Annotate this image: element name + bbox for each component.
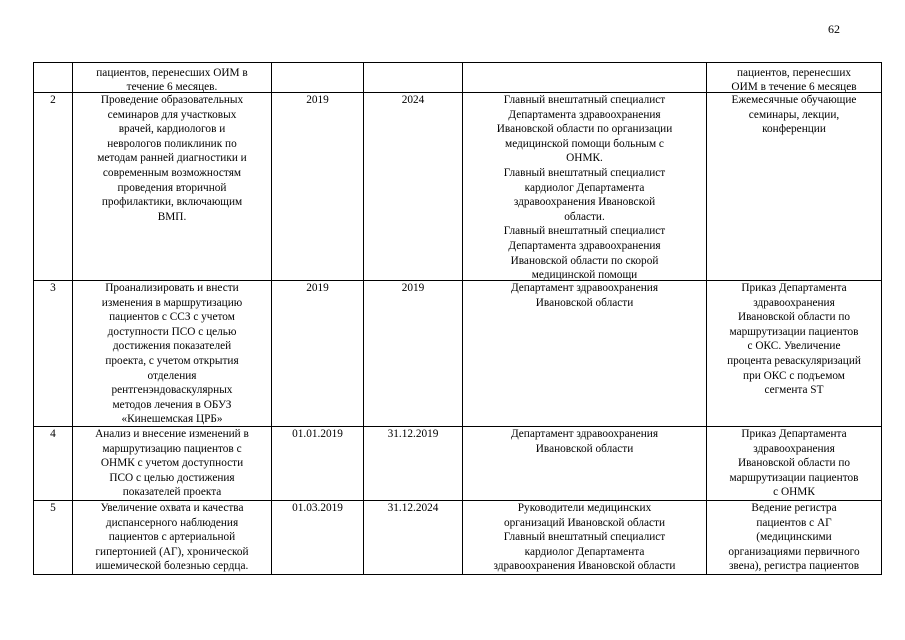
start-date: 2019 — [306, 94, 329, 106]
activity-cell — [73, 63, 272, 93]
result-cell — [707, 427, 882, 501]
result-cell — [707, 501, 882, 575]
end-date: 31.12.2019 — [387, 428, 439, 440]
start-date-cell — [272, 427, 364, 501]
end-date-cell — [364, 501, 463, 575]
activity-cell — [73, 427, 272, 501]
activity-text: пациентов, перенесших ОИМ в течение 6 месяцев. — [96, 66, 248, 92]
result-text: пациентов, перенесших ОИМ в течение 6 месяцев — [731, 66, 857, 92]
row-number-cell — [34, 281, 73, 427]
responsible-cell — [463, 501, 707, 575]
result-cell — [707, 93, 882, 281]
responsible-text: Руководители медицинских организаций Ивановской области Главный внештатный специалист кардиолог Департамента здравоохранения Ивановской области — [493, 502, 676, 573]
result-text: Ежемесячные обучающие семинары, лекции, конференции — [731, 94, 857, 136]
table-row — [34, 501, 882, 575]
result-cell — [707, 281, 882, 427]
row-number: 2 — [50, 94, 56, 106]
start-date: 01.03.2019 — [292, 502, 343, 514]
start-date-cell — [272, 63, 364, 93]
result-text: Ведение регистра пациентов с АГ (медицинскими организациями первичного звена), регистра пациентов — [728, 502, 860, 573]
start-date: 2019 — [306, 282, 329, 294]
end-date-cell — [364, 93, 463, 281]
responsible-text: Главный внештатный специалист Департамента здравоохранения Ивановской области по организации медицинской помощи больным с ОНМК. Главный внештатный специалист кардиолог Департамента здравоохранения Ивановской области. Главный внештатный специалист Департамента здравоохранения Ивановской области по скорой медицинской помощи — [496, 94, 673, 280]
activity-cell — [73, 93, 272, 281]
activity-text: Анализ и внесение изменений в маршрутизацию пациентов с ОНМК с учетом доступности ПСО с целью достижения показателей проекта — [95, 428, 249, 499]
table-row — [34, 427, 882, 501]
activity-text: Увеличение охвата и качества диспансерного наблюдения пациентов с артериальной гипертонией (АГ), хронической ишемической болезнью сердца. — [95, 502, 249, 573]
end-date-cell — [364, 281, 463, 427]
row-number-cell — [34, 501, 73, 575]
responsible-cell — [463, 281, 707, 427]
start-date-cell — [272, 501, 364, 575]
table-row — [34, 93, 882, 281]
start-date-cell — [272, 93, 364, 281]
responsible-text: Департамент здравоохранения Ивановской области — [510, 282, 659, 309]
end-date: 2024 — [401, 94, 425, 106]
responsible-text: Департамент здравоохранения Ивановской области — [510, 428, 659, 455]
result-text: Приказ Департамента здравоохранения Ивановской области по маршрутизации пациентов с ОНМК — [729, 428, 859, 499]
end-date-cell — [364, 63, 463, 93]
row-number-cell — [34, 63, 73, 93]
measures-table — [33, 62, 882, 575]
page-number: 62 — [828, 22, 840, 36]
row-number-cell — [34, 427, 73, 501]
start-date-cell — [272, 281, 364, 427]
end-date: 31.12.2024 — [387, 502, 439, 514]
end-date-cell — [364, 427, 463, 501]
row-number: 4 — [50, 428, 56, 440]
responsible-cell — [463, 93, 707, 281]
result-cell — [707, 63, 882, 93]
end-date: 2019 — [401, 282, 425, 294]
activity-text: Проанализировать и внести изменения в маршрутизацию пациентов с ССЗ с учетом доступности ПСО с целью достижения показателей проекта, с учетом открытия отделения рентгенэндоваскулярных методов лечения в ОБУЗ «Кинешемская ЦРБ» — [101, 282, 243, 426]
activity-cell — [73, 501, 272, 575]
row-number-cell — [34, 93, 73, 281]
result-text: Приказ Департамента здравоохранения Ивановской области по маршрутизации пациентов с ОКС. Увеличение процента реваскуляризаций при ОКС с подъемом сегмента ST — [727, 282, 861, 397]
table-row — [34, 281, 882, 427]
start-date: 01.01.2019 — [292, 428, 343, 440]
row-number: 3 — [50, 282, 56, 294]
row-number: 5 — [50, 502, 56, 514]
activity-cell — [73, 281, 272, 427]
table-row — [34, 63, 882, 93]
responsible-cell — [463, 63, 707, 93]
responsible-cell — [463, 427, 707, 501]
activity-text: Проведение образовательных семинаров для участковых врачей, кардиологов и неврологов поликлиник по методам ранней диагностики и современным возможностям проведения вторичной профилактики, включающим ВМП. — [97, 94, 247, 223]
